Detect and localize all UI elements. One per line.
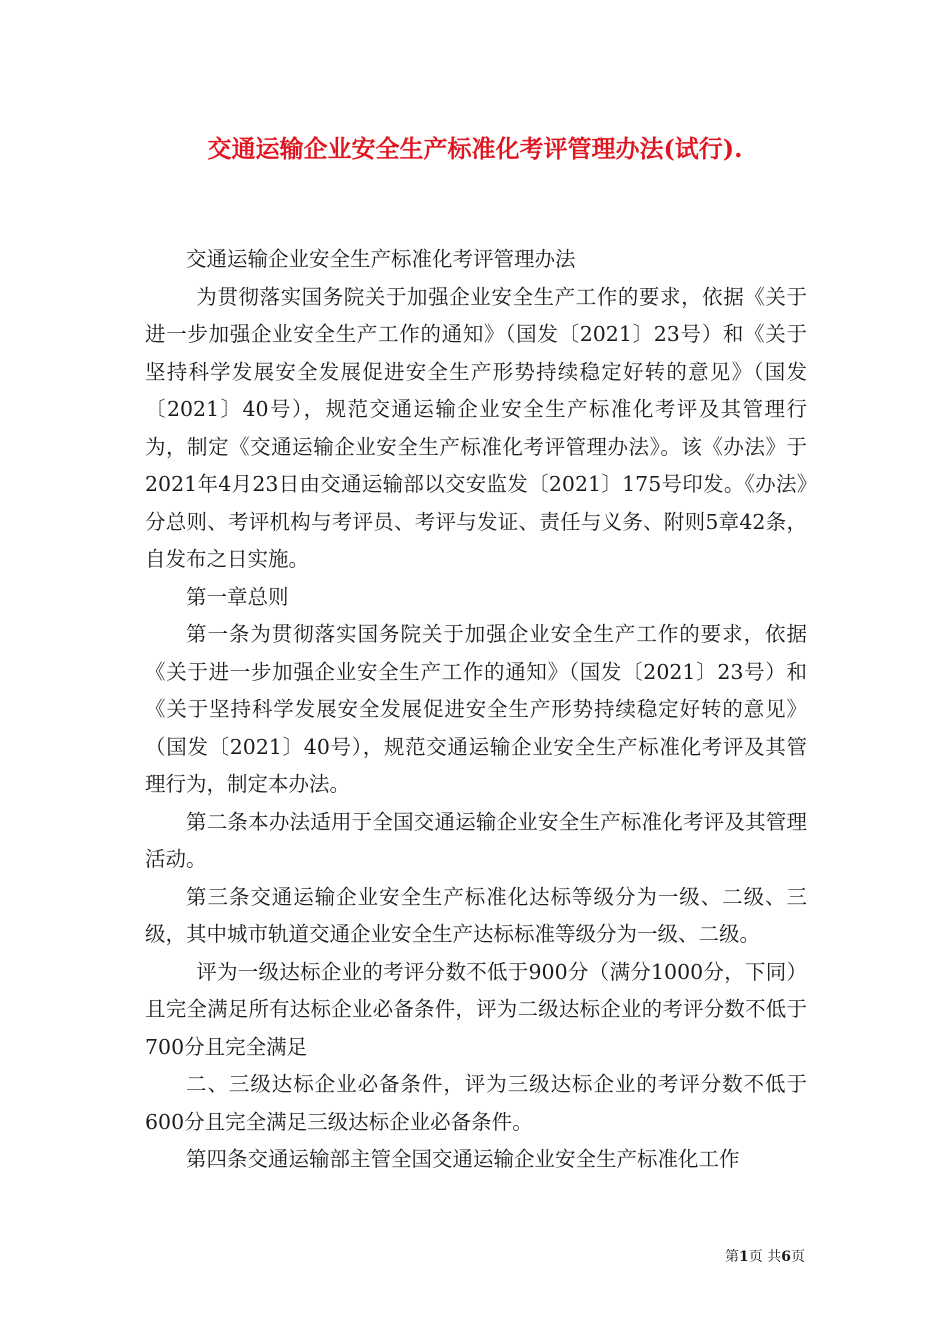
- footer-current-page: 1: [739, 1249, 749, 1265]
- document-title: 交通运输企业安全生产标准化考评管理办法(试行).: [207, 134, 743, 163]
- footer-total-pages: 6: [781, 1249, 791, 1265]
- paragraph-intro: 为贯彻落实国务院关于加强企业安全生产工作的要求，依据《关于进一步加强企业安全生产工作的通知》（国发〔2021〕23号）和《关于坚持科学发展安全发展促进安全生产形势持续稳定好转的意见》（国发〔2021〕40号），规范交通运输企业安全生产标准化考评及其管理行为，制定《交通运输企业安全生产标准化考评管理办法》。该《办法》于2021年4月23日由交通运输部以交安监发〔2021〕175号印发。《办法》分总则、考评机构与考评员、考评与发证、责任与义务、附则5章42条，自发布之日实施。: [145, 284, 807, 571]
- page-number-footer: [725, 1247, 805, 1267]
- paragraph-grade-two-three: 二、三级达标企业必备条件，评为三级达标企业的考评分数不低于600分且完全满足三级达标企业必备条件。: [145, 1072, 807, 1134]
- footer-middle: 页 共: [748, 1249, 782, 1265]
- article-2: 第二条本办法适用于全国交通运输企业安全生产标准化考评及其管理活动。: [145, 809, 807, 871]
- article-4: 第四条交通运输部主管全国交通运输企业安全生产标准化工作: [186, 1147, 740, 1171]
- article-1: 第一条为贯彻落实国务院关于加强企业安全生产工作的要求，依据《关于进一步加强企业安全生产工作的通知》（国发〔2021〕23号）和《关于坚持科学发展安全发展促进安全生产形势持续稳定好转的意见》（国发〔2021〕40号），规范交通运输企业安全生产标准化考评及其管理行为，制定本办法。: [145, 622, 807, 796]
- footer-prefix: 第: [725, 1249, 740, 1265]
- footer-suffix: 页: [791, 1249, 805, 1265]
- article-3: 第三条交通运输企业安全生产标准化达标等级分为一级、二级、三级，其中城市轨道交通企业安全生产达标标准等级分为一级、二级。: [145, 884, 807, 946]
- paragraph-grade-one: 评为一级达标企业的考评分数不低于900分（满分1000分，下同）且完全满足所有达标企业必备条件，评为二级达标企业的考评分数不低于700分且完全满足: [145, 959, 807, 1059]
- chapter-heading: 第一章总则: [186, 584, 289, 609]
- paragraph-heading: 交通运输企业安全生产标准化考评管理办法: [186, 247, 576, 271]
- document-body: [145, 241, 807, 1179]
